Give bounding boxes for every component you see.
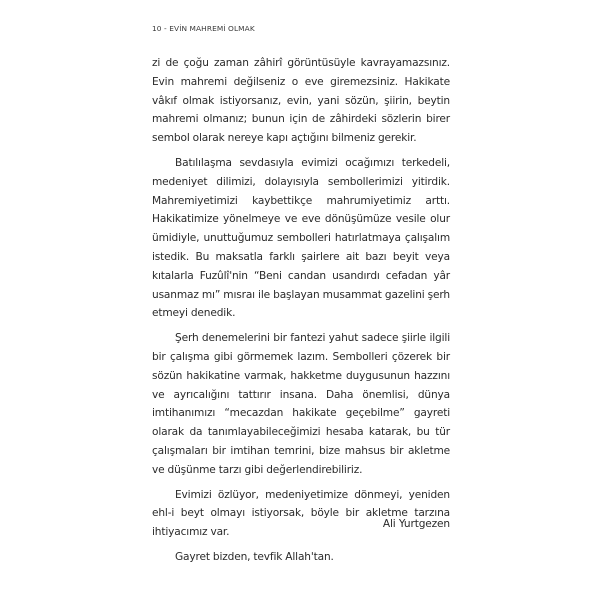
paragraph-3: Şerh denemelerini bir fantezi yahut sadece şiirle ilgili bir çalışma gibi görmemek lazım. Sembolleri çözerek bir sözün hakikatine varmak, hakketme duygusunun hazzını ve ayrıcalığını tattırır insana. Daha önemlisi, dünya imtihanımızı “mecazdan hakikate geçebilme” gayreti olarak da tanımlayabileceğimizi hesaba katarak, bu tür çalışmaları bir imtihan temrini, bize mahsus bir akletme ve düşünme tarzı gibi değerlendirebiliriz. (152, 332, 450, 476)
author-signature: Ali Yurtgezen (382, 518, 450, 530)
paragraph-2: Batılılaşma sevdasıyla evimizi ocağımızı terkedeli, medeniyet dilimizi, dolayısıyla sembollerimizi yitirdik. Mahremiyetimizi kaybettikçe mahrumiyetimiz arttı. Hakikatimize yönelmeye ve eve dönüşümüze vesile olur ümidiyle, unuttuğumuz sembolleri hatırlatmaya çalışalım istedik. Bu maksatla farklı şairlere ait bazı beyit veya kıtalarla Fuzûlî'nin “Beni candan usandırdı cefadan yâr usanmaz mı” mısraı ile başlayan musammat gazelini şerh etmeyi denedik. (152, 156, 450, 320)
running-head: 10 - EVİN MAHREMİ OLMAK (152, 24, 255, 33)
paragraph-1: zi de çoğu zaman zâhirî görüntüsüyle kavrayamazsınız. Evin mahremi değilseniz o eve giremezsiniz. Hakikate vâkıf olmak istiyorsanız, evin, yani sözün, şiirin, beytin mahremi olmanız; bunun için de zâhirdeki sözlerin birer sembol olarak nereye kapı açtığını bilmeniz gerekir. (152, 57, 450, 145)
body-text (152, 54, 450, 573)
paragraph-5: Gayret bizden, tevfik Allah'tan. (175, 550, 334, 563)
paragraph-4: Evimizi özlüyor, medeniyetimize dönmeyi, yeniden ehl-i beyt olmayı istiyorsak, böyle bir akletme tarzına ihtiyacımız var. (152, 488, 450, 539)
